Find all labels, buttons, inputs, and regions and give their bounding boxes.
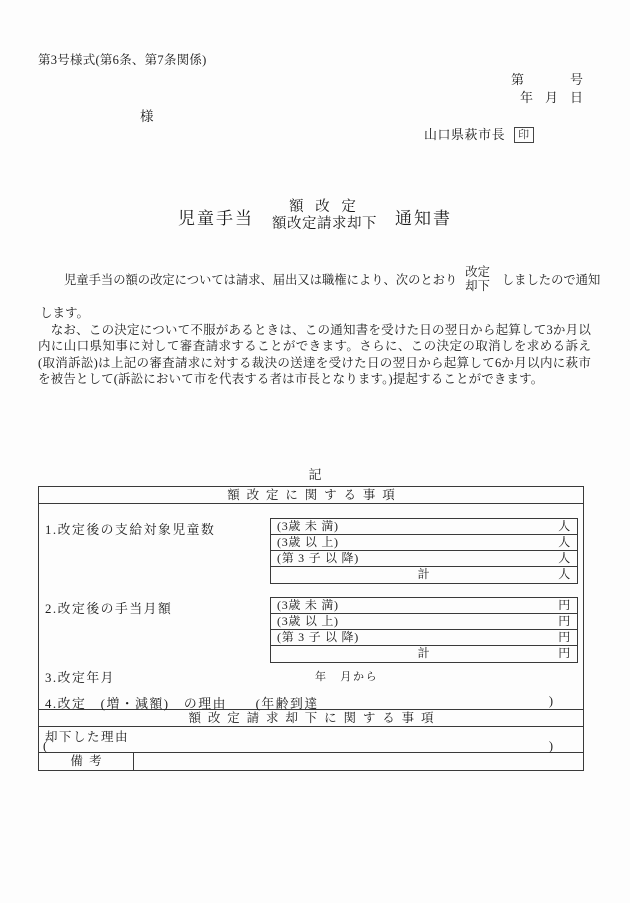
- issuer-name: 山口県萩市長: [424, 127, 506, 142]
- date-year-label: 年: [519, 90, 533, 105]
- row-unit: 円: [558, 646, 571, 660]
- section1-body: [39, 504, 583, 710]
- p1-choice-top: 改定: [465, 265, 490, 279]
- row-label: (3歳 以 上): [277, 614, 339, 628]
- document-title: [0, 190, 630, 242]
- section1-header: 額改定に関する事項: [39, 487, 583, 504]
- addressee-honorific: 様: [140, 109, 154, 124]
- date-day-label: 日: [569, 90, 583, 105]
- row-label: (3歳 以 上): [277, 535, 339, 549]
- title-choice-stack: [272, 199, 377, 233]
- table-row: [271, 535, 577, 551]
- seal-mark: 印: [514, 127, 534, 143]
- remarks-value: [134, 753, 583, 770]
- table-row: [271, 551, 577, 567]
- row-label: 計: [417, 646, 431, 660]
- document-number-line: [511, 69, 583, 88]
- item3-label: 3.改定年月: [45, 671, 116, 685]
- p1-text-after: しましたので通知: [501, 273, 601, 287]
- item3-value: 年 月から: [315, 671, 379, 683]
- rejection-open-paren: (: [43, 739, 48, 753]
- title-choice-top: 額 改 定: [289, 199, 360, 215]
- table-row: [271, 519, 577, 535]
- record-mark: 記: [308, 467, 322, 482]
- date-month-label: 月: [544, 90, 558, 105]
- row-unit: 人: [558, 519, 571, 533]
- remarks-row: [39, 753, 583, 770]
- section2-header: 額改定請求却下に関する事項: [39, 710, 583, 727]
- monthly-amount-subtable: [270, 597, 578, 663]
- table-row: [271, 614, 577, 630]
- rejection-reason-label: 却下した理由: [45, 730, 130, 744]
- body-paragraph-2: なお、この決定について不服があるときは、この通知書を受けた日の翌日から起算して3か月以内に山口県知事に対して審査請求することができます。さらに、この決定の取消しを求める訴え(取消訴訟)は上記の審査請求に対する裁決の送達を受けた日の翌日から起算して6か月以内に萩市を被告として(訴訟において市を代表する者は市長となります。)提起することができます。: [38, 323, 591, 387]
- row-label: (第 3 子 以 降): [277, 630, 359, 644]
- row-label: (3歳 未 満): [277, 519, 339, 533]
- body-paragraph-1: [38, 256, 601, 302]
- remarks-label: 備考: [39, 753, 134, 770]
- row-label: (第 3 子 以 降): [277, 551, 359, 565]
- title-left: 児童手当: [178, 208, 254, 228]
- row-unit: 人: [558, 551, 571, 565]
- table-row: [271, 630, 577, 646]
- issuer-line: [424, 124, 534, 143]
- date-line: [520, 87, 583, 106]
- table-row-total: [271, 646, 577, 662]
- row-unit: 円: [558, 630, 571, 644]
- row-unit: 人: [558, 535, 571, 549]
- doc-number-prefix: 第: [510, 72, 524, 87]
- item4-label: 4.改定 (増・減額) の理由 (年齢到達: [45, 697, 319, 711]
- details-table: [38, 486, 584, 771]
- body-paragraph-1-continuation: します。: [40, 306, 90, 320]
- row-unit: 人: [558, 567, 571, 581]
- title-right: 通知書: [395, 208, 452, 228]
- row-unit: 円: [558, 614, 571, 628]
- p1-text-before: 児童手当の額の改定については請求、届出又は職権により、次のとおり: [64, 273, 458, 287]
- row-label: 計: [417, 567, 431, 581]
- rejection-reason-cell: [39, 727, 583, 753]
- rejection-closing-paren: ): [548, 739, 553, 753]
- child-count-subtable: [270, 518, 578, 584]
- row-label: (3歳 未 満): [277, 598, 339, 612]
- item1-label: 1.改定後の支給対象児童数: [45, 523, 216, 537]
- item4-closing-paren: ): [548, 694, 553, 708]
- table-row: [271, 598, 577, 614]
- row-unit: 円: [558, 598, 571, 612]
- p1-choice-bottom: 却下: [465, 279, 490, 293]
- doc-number-suffix: 号: [569, 72, 583, 87]
- table-row-total: [271, 567, 577, 583]
- form-number: 第3号様式(第6条、第7条関係): [38, 53, 207, 67]
- item2-label: 2.改定後の手当月額: [45, 602, 173, 616]
- title-choice-bottom: 額改定請求却下: [272, 216, 377, 232]
- p1-choice-stack: [465, 265, 490, 293]
